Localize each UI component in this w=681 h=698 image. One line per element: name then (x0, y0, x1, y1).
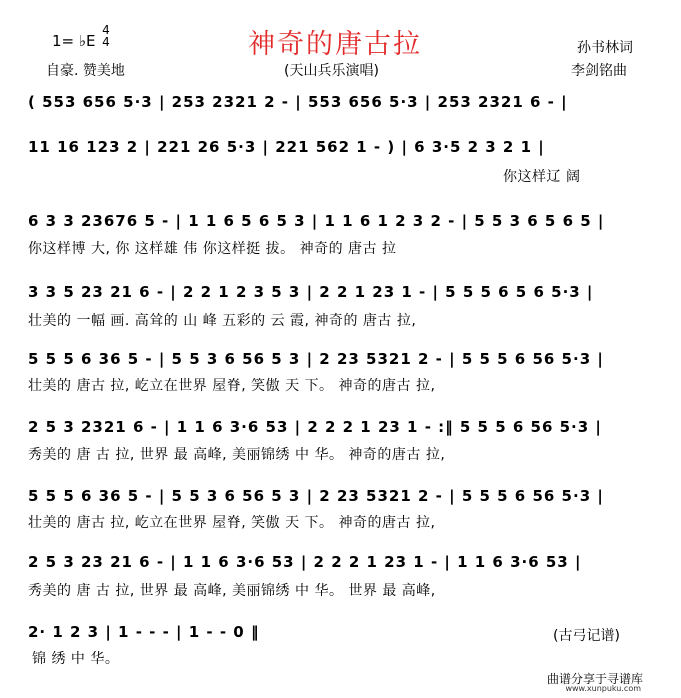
composer: 李剑铭曲 (571, 63, 627, 79)
lyrics-row-2: 你这样辽 阔 (503, 169, 581, 185)
notes-row-9: 2· 1 2 3 | 1 - - - | 1 - - 0 ‖ (28, 623, 260, 641)
performer: (天山兵乐演唱) (284, 63, 379, 79)
lyrics-row-4: 壮美的 一幅 画. 高耸的 山 峰 五彩的 云 霞, 神奇的 唐古 拉, (28, 313, 417, 329)
notes-row-5: 5 5 5 6 36 5 - | 5 5 3 6 56 5 3 | 2 23 5321 2 - | 5 5 5 6 56 5·3 | (28, 350, 604, 368)
notes-row-4: 3 3 5 23 21 6 - | 2 2 1 2 3 5 3 | 2 2 1 23 1 - | 5 5 5 6 5 6 5·3 | (28, 283, 594, 301)
footer-site-name: 曲谱分享于寻谱库 (546, 672, 643, 686)
notes-row-3: 6 3 3 23676 5 - | 1 1 6 5 6 5 3 | 1 1 6 1 2 3 2 - | 5 5 3 6 5 6 5 | (28, 212, 605, 230)
footer-url: www.xunpuku.com (565, 684, 641, 693)
lyrics-row-9: 锦 绣 中 华。 (32, 651, 120, 667)
meter-bottom: 4 (102, 35, 110, 49)
lyrics-row-3: 你这样博 大, 你 这样雄 伟 你这样挺 拔。 神奇的 唐古 拉 (28, 241, 397, 257)
notes-row-2: 11 16 123 2 | 221 26 5·3 | 221 562 1 - ) | 6 3·5 2 3 2 1 | (28, 138, 545, 156)
key-signature: 1= ♭E (52, 32, 96, 50)
mood-marking: 自豪. 赞美地 (46, 63, 125, 79)
notes-row-7: 5 5 5 6 36 5 - | 5 5 3 6 56 5 3 | 2 23 5321 2 - | 5 5 5 6 56 5·3 | (28, 487, 604, 505)
notes-row-1: ( 553 656 5·3 | 253 2321 2 - | 553 656 5·3 | 253 2321 6 - | (28, 93, 568, 111)
lyricist: 孙书林词 (577, 40, 633, 56)
time-signature (100, 24, 112, 48)
notes-row-6: 2 5 3 2321 6 - | 1 1 6 3·6 53 | 2 2 2 1 23 1 - :‖ 5 5 5 6 56 5·3 | (28, 418, 602, 436)
lyrics-row-7: 壮美的 唐古 拉, 屹立在世界 屋脊, 笑傲 天 下。 神奇的唐古 拉, (28, 515, 436, 531)
lyrics-row-5: 壮美的 唐古 拉, 屹立在世界 屋脊, 笑傲 天 下。 神奇的唐古 拉, (28, 378, 436, 394)
lyrics-row-8: 秀美的 唐 古 拉, 世界 最 高峰, 美丽锦绣 中 华。 世界 最 高峰, (28, 583, 436, 599)
meter-top: 4 (102, 23, 110, 37)
transcriber-credit: (古弓记谱) (553, 628, 620, 644)
lyrics-row-6: 秀美的 唐 古 拉, 世界 最 高峰, 美丽锦绣 中 华。 神奇的唐古 拉, (28, 447, 446, 463)
page-title: 神奇的唐古拉 (248, 29, 422, 60)
notes-row-8: 2 5 3 23 21 6 - | 1 1 6 3·6 53 | 2 2 2 1 23 1 - | 1 1 6 3·6 53 | (28, 553, 582, 571)
